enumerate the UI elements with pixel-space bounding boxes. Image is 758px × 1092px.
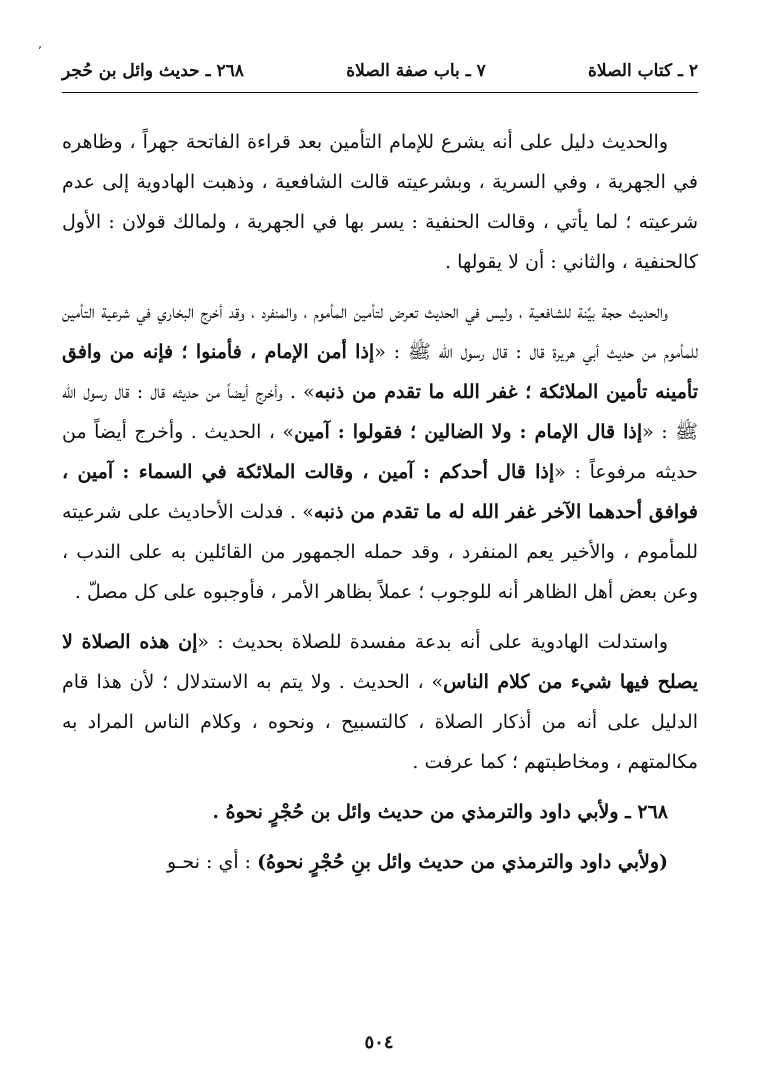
paragraph-1: والحديث دليل على أنه يشرع للإمام التأمين بعد قراءة الفاتحة جهراً ، وظاهره في الجهرية ، وفي السرية ، وبشرعيته قالت الشافعية ، وذهبت الهادوية إلى عدم شرعيته ؛ لما يأتي ، وقالت الحنفية : يسر بها في الجهرية ، ولمالك قولان : الأول كالحنفية ، والثاني : أن لا يقولها . xyxy=(62,131,698,273)
paragraph-3 xyxy=(62,622,698,782)
hadith-quote-2: إذا قال الإمام : ولا الضالين ؛ فقولوا : آمين xyxy=(294,421,643,443)
corner-mark: ٬ xyxy=(38,44,42,58)
header-divider xyxy=(62,92,698,93)
paragraph-2-text-4: » . فدلت الأحاديث على شرعيته للمأموم ، والأخير يعم المنفرد ، وقد حمله الجمهور من القائلين به على الندب ، وعن بعض أهل الظاهر أنه للوجوب ؛ عملاً بظاهر الأمر ، فأوجبوه على كل مصلّ . xyxy=(62,501,698,603)
paragraph-3-text-1: واستدلت الهادوية على أنه بدعة مفسدة للصلاة بحديث : « xyxy=(197,631,668,653)
page-body xyxy=(62,122,698,892)
header-chapter-title: ٧ ـ باب صفة الصلاة xyxy=(346,61,486,81)
paragraph-4 xyxy=(62,842,698,882)
hadith-quote-4: إن هذه الصلاة لا يصلح فيها شيء من كلام الناس xyxy=(62,631,698,693)
hadith-quote-3: إذا قال أحدكم : آمين ، وقالت الملائكة في السماء : آمين ، فوافق أحدهما الآخر غفر الله له ما تقدم من ذنبه xyxy=(62,461,699,523)
paragraph-2 xyxy=(62,292,698,612)
hadith-quote-1: إذا أمن الإمام ، فأمنوا ؛ فإنه من وافق تأمينه تأمين الملائكة ؛ غفر الله ما تقدم من ذنبه xyxy=(62,341,698,403)
paragraph-2-text-2: » . وأخرج أيضاً من حديثه قال : قال رسول الله ﷺ : « xyxy=(62,381,699,443)
paragraph-2-text-3: » ، الحديث . وأخرج أيضاً من حديثه مرفوعاً : « xyxy=(62,421,698,483)
header-hadith-title: ٢٦٨ ـ حديث وائل بن حُجر xyxy=(62,61,244,81)
hadith-268-heading: ٢٦٨ ـ ولأبي داود والترمذي من حديث وائل بن حُجْرٍ نحوهُ . xyxy=(212,801,668,823)
hadith-268-quote: (ولأبي داود والترمذي من حديث وائل بنِ حُجْرٍ نحوهُ) xyxy=(257,851,668,873)
page-number: ٥٠٤ xyxy=(364,1032,394,1053)
paragraph-4-text-1: : أي : نحـو xyxy=(167,851,258,873)
running-header xyxy=(62,56,698,86)
paragraph-2-text-1: والحديث حجة بيِّنة للشافعية ، وليس في الحديث تعرض لتأمين المأموم ، والمنفرد ، وقد أخرج البخاري في شرعية التأمين للمأموم من حديث أبي هريرة قال : قال رسول الله ﷺ : « xyxy=(62,301,698,363)
header-book-title: ٢ ـ كتاب الصلاة xyxy=(588,61,698,81)
paragraph-3-text-2: » ، الحديث . ولا يتم به الاستدلال ؛ لأن هذا قام الدليل على أنه من أذكار الصلاة ، كالتسبيح ، ونحوه ، وكلام الناس المراد به مكالمتهم ، ومخاطبتهم ؛ كما عرفت . xyxy=(62,671,698,773)
